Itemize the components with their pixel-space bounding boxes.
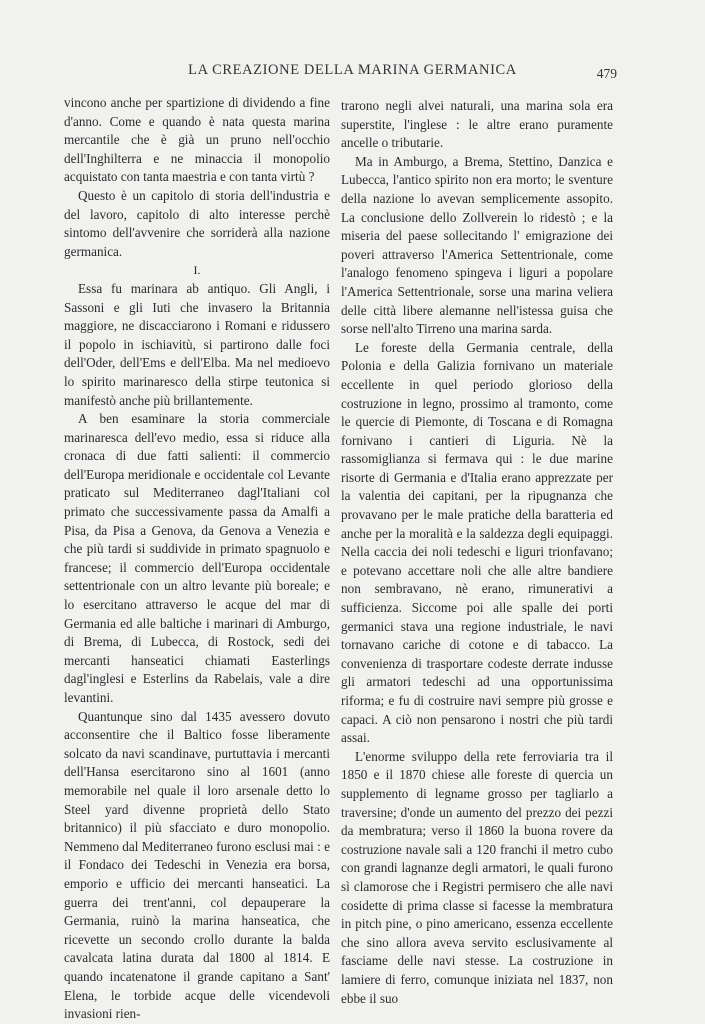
paragraph: L'enorme sviluppo della rete ferroviaria tra il 1850 e il 1870 chiese alle foreste di quercia un supplemento di legname grosso per tagliarlo a traversine; d'onde un aumento del prezzo dei pezzi da membratura; verso il 1860 la buona rovere da costruzione navale sali a 120 franchi il metro cubo con grandi lagnanze degli armatori, le quali furono sì clamorose che i Registri permisero che alle navi cosidette di prima classe si facesse la membratura in pitch pine, o pino americano, essenza eccellente che sino allora aveva servito esclusivamente al fasciame delle navi stesse. La costruzione in lamiere di ferro, comunque iniziata nel 1837, non ebbe il suo [341,748,613,1006]
paragraph: Essa fu marinara ab antiquo. Gli Angli, i Sassoni e gli Iuti che invasero la Britannia maggiore, ne discacciarono i Romani e ridussero il popolo in ischiavitù, si partirono dalle foci dell'Oder, dell'Ems e dell'Elba. Ma nel medioevo lo spirito marinaresco della stirpe teutonica si manifestò anche più brillantemente. [64,280,330,408]
running-title: LA CREAZIONE DELLA MARINA GERMANICA [188,62,517,78]
section-number: I. [193,263,201,278]
paragraph: Quantunque sino dal 1435 avessero dovuto acconsentire che il Baltico fosse liberamente solcato da navi scandinave, purtuttavia i mercanti dell'Hansa esercitarono sino al 1601 (anno memorabile nel quale il loro arsenale detto lo Steel yard divenne proprietà dello Stato britannico) il più sfacciato e duro monopolio. Nemmeno dal Mediterraneo furono esclusi mai : e il Fondaco dei Tedeschi in Venezia era borsa, emporio e ufficio dei mercanti hanseatici. La guerra dei trent'anni, col depauperare la Germania, ruinò la marina hanseatica, che ricevette un secondo crollo durante la balda cavalcata latina durata dal 1800 al 1814. E quando incatenatone il grande capitano a Sant' Elena, le torbide acque delle vicendevoli invasioni rien- [64,708,330,1022]
right-column [341,97,613,1008]
paragraph: Le foreste della Germania centrale, della Polonia e della Galizia fornivano un materiale eccellente in quel periodo glorioso della costruzione in legno, prossimo al tramonto, come le quercie di Piemonte, di Toscana e di Romagna fornivano i cantieri di Liguria. Nè la rassomiglianza si fermava qui : le due marine risorte di Germania e d'Italia erano apprezzate per la valentia dei capitani, per la ripugnanza che provavano per le male pratiche della baratteria ed anche per la moralità e la saldezza degli equipaggi. Nella caccia dei noli tedeschi e liguri trionfavano; e potevano accettare noli che alle altre bandiere non sembravano, nè erano, rimunerativi a sufficienza. Siccome poi alle spalle dei porti germanici stava una regione industriale, le navi tornavano cariche di cotone e di tabacco. La convenienza di trasportare codeste derrate indusse gli armatori tedeschi ad una opportunissima riforma; e fu di costruire navi sempre più grosse e capaci. A ciò non pensarono i nostri che più tardi assai. [341,339,613,746]
paragraph: trarono negli alvei naturali, una marina sola era superstite, l'inglese : le altre erano puramente ancelle o tributarie. [341,98,613,151]
page-number: 479 [596,66,617,81]
paragraph: Ma in Amburgo, a Brema, Stettino, Danzica e Lubecca, l'antico spirito non era morto; le sventure della nazione lo avevan semplicemente assopito. La conclusione dello Zollverein lo ridestò ; e la miseria del paese sollecitando l' emigrazione dei poveri attraverso l'America Settentrionale, come l'analogo fenomeno spingeva i liguri a popolare l'America Settentrionale, sorse una marina veliera delle città libere alemanne nell'istessa guisa che sorse nell'alto Tirreno una marina sarda. [341,153,613,337]
paragraph: A ben esaminare la storia commerciale marinaresca dell'evo medio, essa si riduce alla cronaca di due fatti salienti: il commercio dell'Europa meridionale e occidentale col Levante praticato sul Mediterraneo dagl'Italiani col primato che successivamente passa da Amalfi a Pisa, da Pisa a Genova, da Genova a Venezia e che più tardi si suddivide in primato spagnuolo e francese; il commercio dell'Europa occidentale settentrionale con un altro levante più boreale; e lo esercitano attraverso le acque del mar di Germania ed alle baltiche i marinari di Amburgo, di Brema, di Lubecca, di Rostock, sedi dei mercanti hanseatici chiamati Easterlings dagl'inglesi e Esterlins da Rabelais, vale a dire levantini. [64,411,330,705]
paragraph: Questo è un capitolo di storia dell'industria e del lavoro, capitolo di alto interesse perchè sintomo dell'avvenire che sorriderà alla nazione germanica. [64,187,330,259]
left-column [64,94,330,1024]
paragraph: vincono anche per spartizione di dividendo a fine d'anno. Come e quando è nata questa marina mercantile che è già un pruno nell'occhio dell'Inghilterra e ne minaccia il monopolio acquistato con tanta maestria e con tanta virtù ? [64,95,330,185]
